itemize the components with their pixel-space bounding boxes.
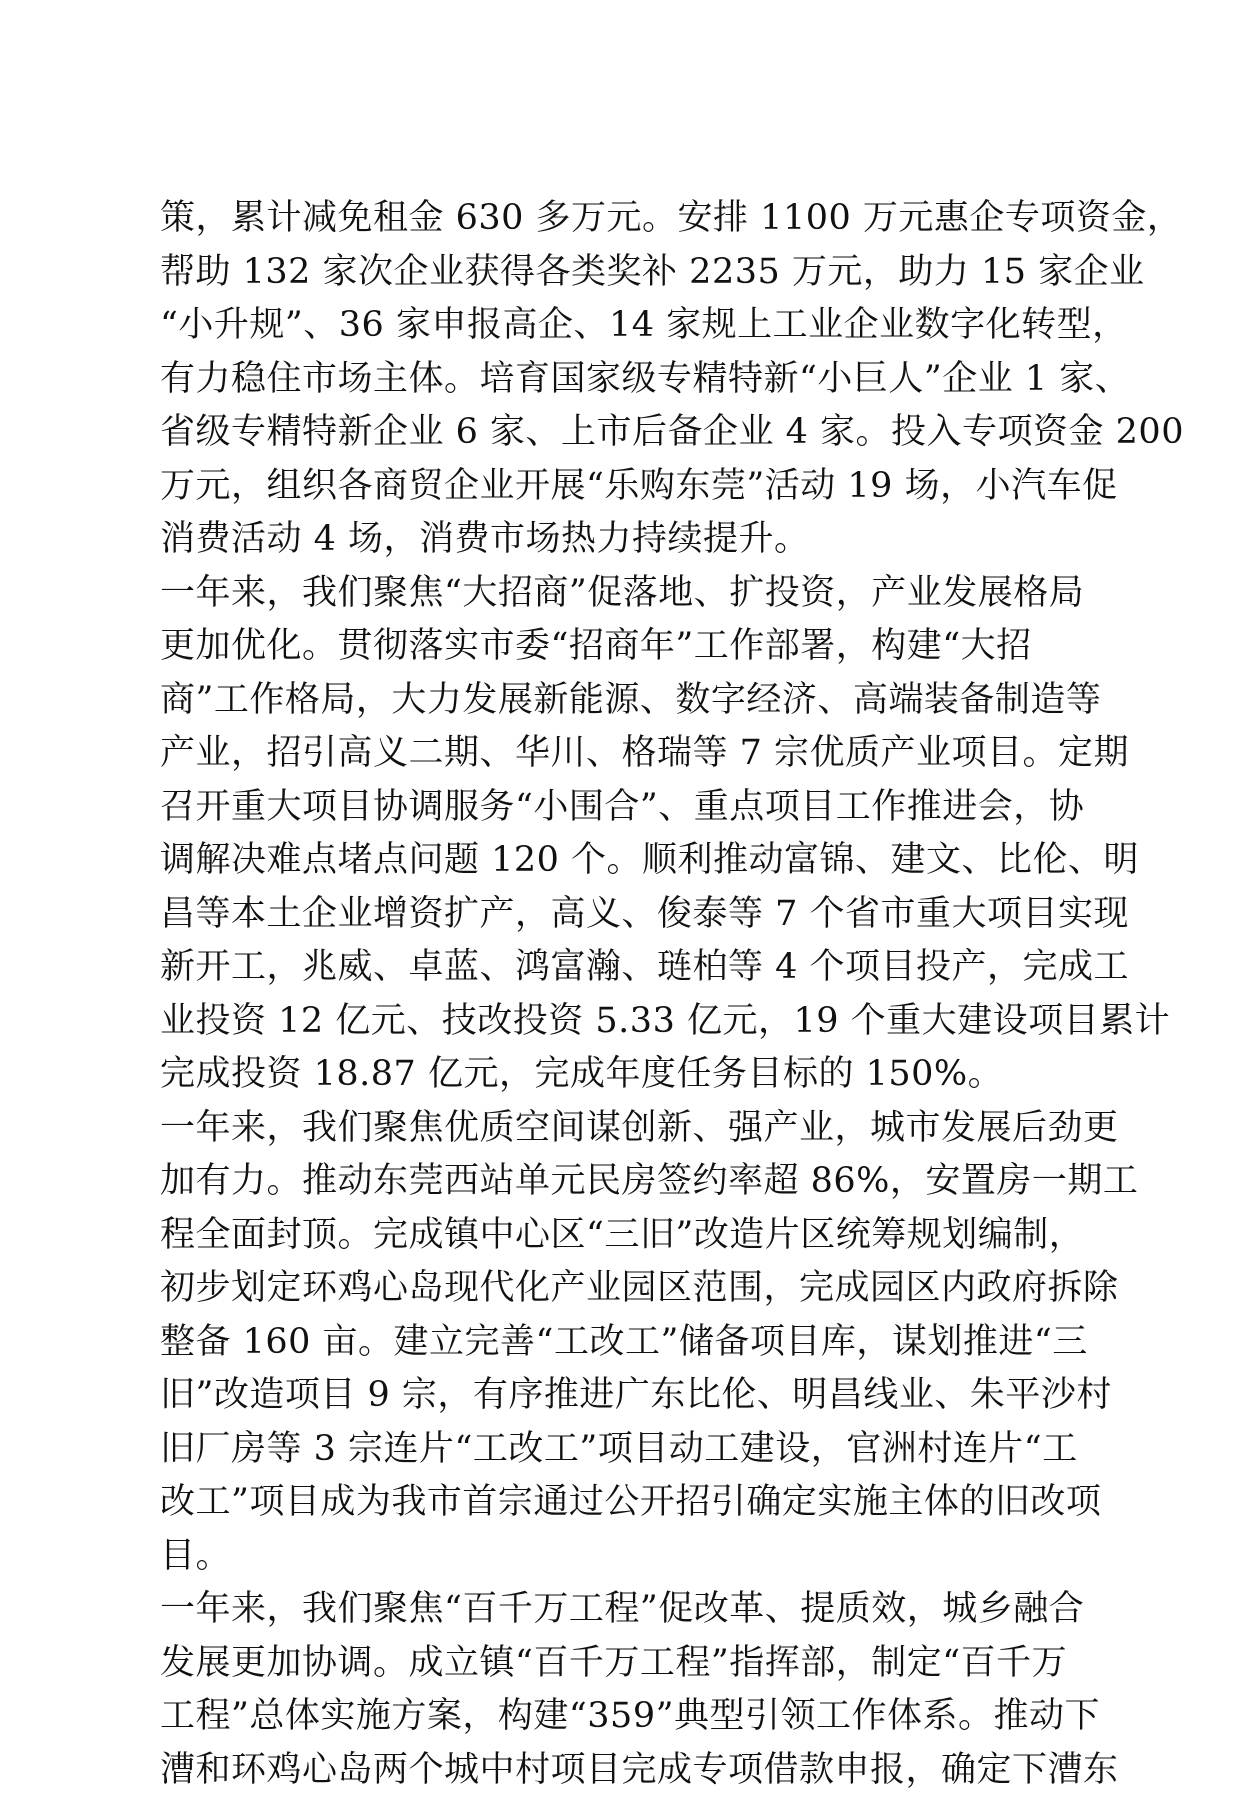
text-line: 业投资 12 亿元、技改投资 5.33 亿元，19 个重大建设项目累计: [160, 995, 1090, 1049]
text-line: 万元，组织各商贸企业开展“乐购东莞”活动 19 场，小汽车促: [160, 460, 1090, 514]
text-line: 漕和环鸡心岛两个城中村项目完成专项借款申报，确定下漕东: [160, 1744, 1090, 1797]
text-line: 一年来，我们聚焦“百千万工程”促改革、提质效，城乡融合: [160, 1583, 1090, 1637]
text-line: 工程”总体实施方案，构建“359”典型引领工作体系。推动下: [160, 1690, 1090, 1744]
text-line: 更加优化。贯彻落实市委“招商年”工作部署，构建“大招: [160, 620, 1090, 674]
text-line: 昌等本土企业增资扩产，高义、俊泰等 7 个省市重大项目实现: [160, 888, 1090, 942]
text-line: 发展更加协调。成立镇“百千万工程”指挥部，制定“百千万: [160, 1637, 1090, 1691]
text-line: 省级专精特新企业 6 家、上市后备企业 4 家。投入专项资金 200: [160, 406, 1090, 460]
text-line: 新开工，兆威、卓蓝、鸿富瀚、琏柏等 4 个项目投产，完成工: [160, 941, 1090, 995]
text-line: “小升规”、36 家申报高企、14 家规上工业企业数字化转型，: [160, 299, 1090, 353]
text-line: 有力稳住市场主体。培育国家级专精特新“小巨人”企业 1 家、: [160, 353, 1090, 407]
text-line: 消费活动 4 场，消费市场热力持续提升。: [160, 513, 1090, 567]
text-line: 旧”改造项目 9 宗，有序推进广东比伦、明昌线业、朱平沙村: [160, 1369, 1090, 1423]
text-line: 产业，招引高义二期、华川、格瑞等 7 宗优质产业项目。定期: [160, 727, 1090, 781]
text-line: 初步划定环鸡心岛现代化产业园区范围，完成园区内政府拆除: [160, 1262, 1090, 1316]
text-line: 目。: [160, 1530, 1090, 1584]
body-text: [160, 192, 1090, 1797]
text-line: 帮助 132 家次企业获得各类奖补 2235 万元，助力 15 家企业: [160, 246, 1090, 300]
text-line: 一年来，我们聚焦“大招商”促落地、扩投资，产业发展格局: [160, 567, 1090, 621]
text-line: 改工”项目成为我市首宗通过公开招引确定实施主体的旧改项: [160, 1476, 1090, 1530]
text-line: 加有力。推动东莞西站单元民房签约率超 86%，安置房一期工: [160, 1155, 1090, 1209]
text-line: 旧厂房等 3 宗连片“工改工”项目动工建设，官洲村连片“工: [160, 1423, 1090, 1477]
text-line: 召开重大项目协调服务“小围合”、重点项目工作推进会，协: [160, 781, 1090, 835]
text-line: 商”工作格局，大力发展新能源、数字经济、高端装备制造等: [160, 674, 1090, 728]
text-line: 整备 160 亩。建立完善“工改工”储备项目库，谋划推进“三: [160, 1316, 1090, 1370]
text-line: 调解决难点堵点问题 120 个。顺利推动富锦、建文、比伦、明: [160, 834, 1090, 888]
text-line: 程全面封顶。完成镇中心区“三旧”改造片区统筹规划编制，: [160, 1209, 1090, 1263]
text-line: 完成投资 18.87 亿元，完成年度任务目标的 150%。: [160, 1048, 1090, 1102]
text-line: 一年来，我们聚焦优质空间谋创新、强产业，城市发展后劲更: [160, 1102, 1090, 1156]
text-line: 策，累计减免租金 630 多万元。安排 1100 万元惠企专项资金，: [160, 192, 1090, 246]
